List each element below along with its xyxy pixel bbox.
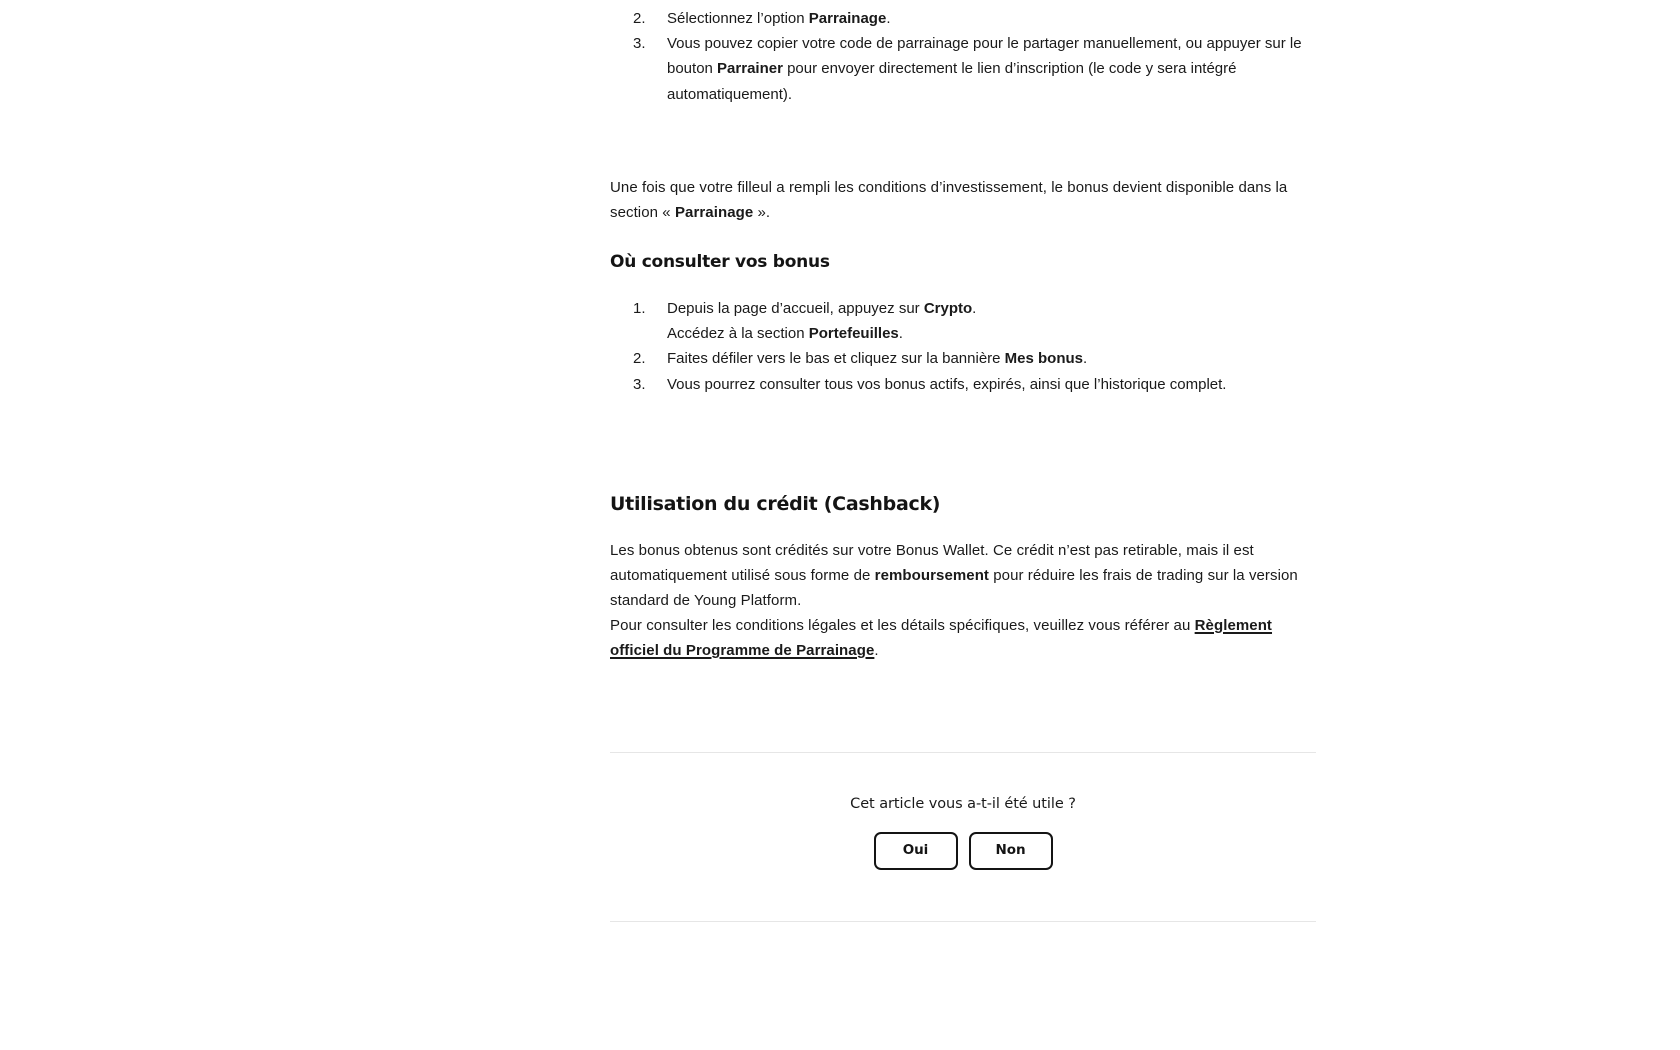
bonus-steps-list bbox=[610, 296, 1316, 397]
feedback-no-button[interactable]: Non bbox=[969, 832, 1053, 870]
list-item-text: Sélectionnez l’option Parrainage. bbox=[667, 10, 891, 27]
feedback-buttons bbox=[610, 832, 1316, 870]
list-item-text: Vous pourrez consulter tous vos bonus actifs, expirés, ainsi que l’historique complet. bbox=[667, 375, 1227, 393]
cashback-section-heading: Utilisation du crédit (Cashback) bbox=[610, 493, 941, 515]
list-item-text: Faites défiler vers le bas et cliquez sur la bannière Mes bonus. bbox=[667, 350, 1088, 368]
list-marker: 3. bbox=[633, 35, 646, 53]
list-marker: 2. bbox=[633, 10, 646, 27]
list-item bbox=[610, 346, 1316, 371]
article-feedback bbox=[610, 794, 1316, 870]
legal-reference-paragraph: Pour consulter les conditions légales et les détails spécifiques, veuillez vous référer au Règlement officiel du Programme de Parrainage. bbox=[610, 617, 1273, 660]
bold-term: Portefeuilles bbox=[808, 325, 899, 343]
list-marker: 3. bbox=[633, 375, 646, 393]
cashback-paragraph: Les bonus obtenus sont crédités sur votre Bonus Wallet. Ce crédit n’est pas retirable, mais il est automatiquement utilisé sous forme de remboursement pour réduire les frais de trading sur la version standard de Young Platform. bbox=[610, 542, 1298, 610]
feedback-divider-top bbox=[610, 752, 1316, 753]
intro-paragraph: Une fois que votre filleul a rempli les conditions d’investissement, le bonus devient disponible dans la section « Parrainage ». bbox=[610, 179, 1288, 222]
list-item bbox=[610, 6, 1316, 31]
bold-term: Crypto bbox=[923, 300, 973, 317]
bold-term: Parrainage bbox=[674, 204, 754, 222]
bonus-section-heading: Où consulter vos bonus bbox=[610, 252, 830, 272]
bold-term: remboursement bbox=[874, 567, 989, 585]
referral-program-rules-link[interactable]: Règlement officiel du Programme de Parrainage bbox=[610, 617, 1273, 660]
bold-term: Mes bonus bbox=[1004, 350, 1084, 368]
referral-steps-list bbox=[610, 6, 1316, 107]
list-item bbox=[610, 296, 1316, 346]
bold-term: Parrainage bbox=[808, 10, 887, 27]
feedback-divider-bottom bbox=[610, 921, 1316, 922]
list-marker: 1. bbox=[633, 300, 646, 317]
list-item bbox=[610, 31, 1316, 107]
list-marker: 2. bbox=[633, 350, 646, 368]
list-item-text: Depuis la page d’accueil, appuyez sur Crypto. bbox=[667, 300, 977, 317]
feedback-question: Cet article vous a-t-il été utile ? bbox=[850, 796, 1076, 812]
list-item-subline: Accédez à la section Portefeuilles. bbox=[667, 325, 903, 343]
bold-term: Parrainer bbox=[717, 60, 783, 78]
list-item-text: Vous pouvez copier votre code de parrainage pour le partager manuellement, ou appuyer sur le bouton Parrainer pour envoyer directement le lien d’inscription (le code y sera intégré automatiquement). bbox=[667, 35, 1302, 103]
list-item bbox=[610, 372, 1316, 397]
feedback-yes-button[interactable]: Oui bbox=[874, 832, 958, 870]
